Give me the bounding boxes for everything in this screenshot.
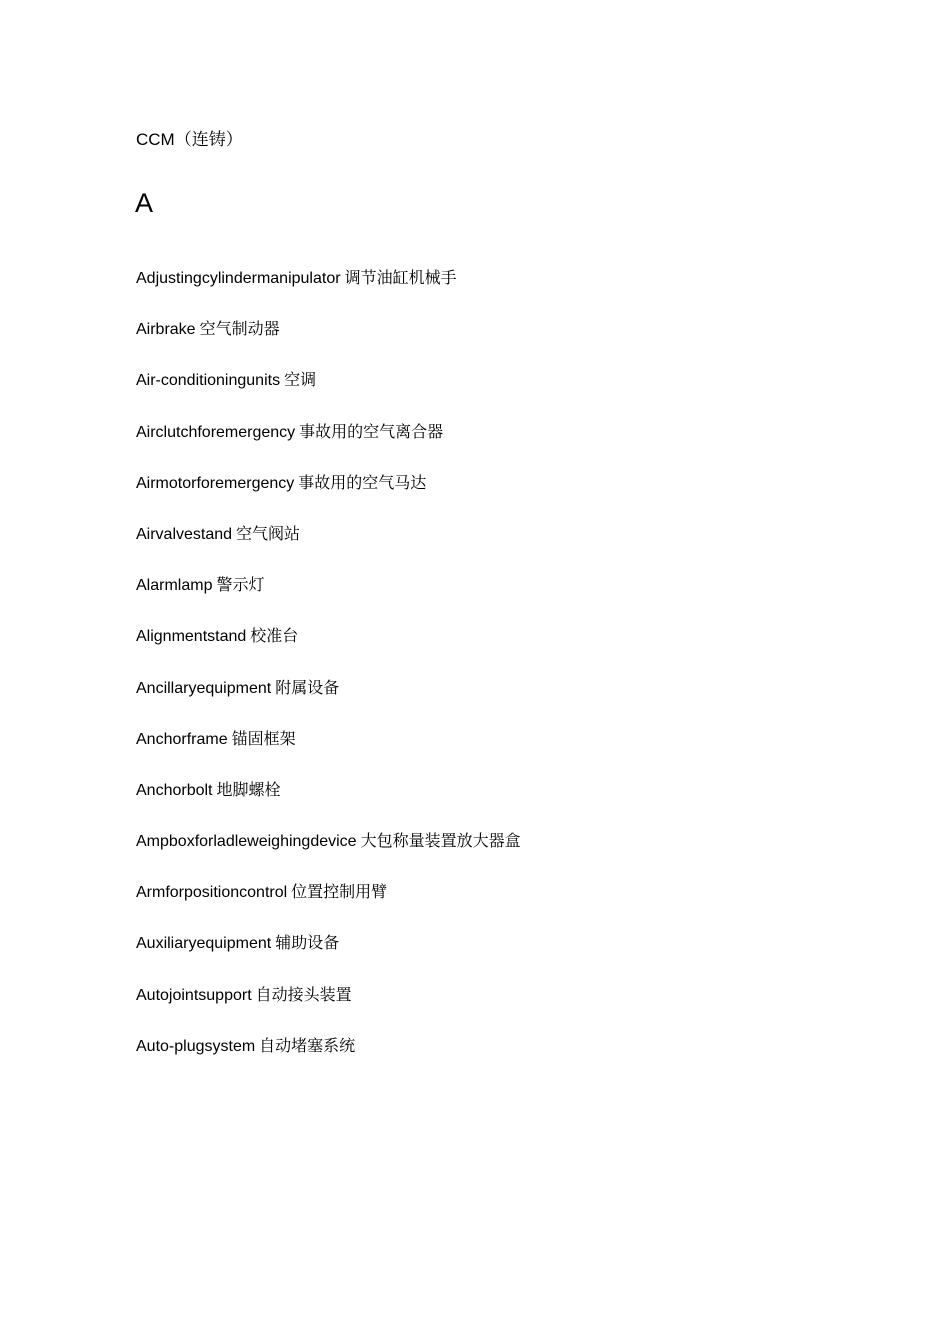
section-letter: A <box>135 188 154 218</box>
term-english: Airclutchforemergency <box>136 423 296 441</box>
term-english: Anchorbolt <box>136 781 213 799</box>
term-chinese: 校准台 <box>250 628 299 646</box>
glossary-entry <box>136 422 521 473</box>
term-chinese: 大包称量装置放大器盒 <box>360 833 521 851</box>
term-chinese: 空气阀站 <box>236 525 301 543</box>
term-english: Airvalvestand <box>136 525 233 543</box>
term-english: Auto-plugsystem <box>136 1037 256 1055</box>
term-english: Auxiliaryequipment <box>136 935 272 953</box>
glossary-entry <box>136 831 521 882</box>
term-english: Anchorframe <box>136 730 228 748</box>
term-english: Airmotorforemergency <box>136 474 295 492</box>
term-chinese: 锚固框架 <box>231 730 296 748</box>
glossary-entry <box>136 678 521 729</box>
glossary-entry <box>136 780 521 831</box>
term-chinese: 自动堵塞系统 <box>259 1037 356 1055</box>
term-chinese: 调节油缸机械手 <box>344 270 457 287</box>
glossary-entry <box>136 524 521 575</box>
glossary-entry <box>136 268 521 319</box>
term-chinese: 自动接头装置 <box>255 986 352 1004</box>
glossary-entry <box>136 473 521 524</box>
term-english: Alignmentstand <box>136 628 247 646</box>
term-chinese: 辅助设备 <box>275 935 340 953</box>
glossary-entry <box>136 729 521 780</box>
term-chinese: 附属设备 <box>275 679 340 697</box>
document-title: CCM（连铸） <box>136 130 243 149</box>
term-chinese: 警示灯 <box>216 577 265 595</box>
term-english: Ancillaryequipment <box>136 679 272 697</box>
glossary-list <box>136 268 521 1087</box>
term-english: Adjustingcylindermanipulator <box>136 270 341 287</box>
term-chinese: 事故用的空气离合器 <box>299 423 444 441</box>
glossary-entry <box>136 626 521 677</box>
term-english: Armforpositioncontrol <box>136 884 288 902</box>
glossary-entry <box>136 319 521 370</box>
term-chinese: 位置控制用臂 <box>291 884 388 902</box>
glossary-entry <box>136 933 521 984</box>
term-english: Airbrake <box>136 321 196 339</box>
glossary-entry <box>136 370 521 421</box>
glossary-entry <box>136 882 521 933</box>
term-english: Alarmlamp <box>136 577 213 595</box>
term-english: Air-conditioningunits <box>136 372 281 390</box>
term-english: Ampboxforladleweighingdevice <box>136 833 357 851</box>
term-chinese: 空气制动器 <box>199 321 280 339</box>
glossary-entry <box>136 1036 521 1087</box>
term-english: Autojointsupport <box>136 986 252 1004</box>
term-chinese: 空调 <box>284 372 317 390</box>
glossary-entry <box>136 575 521 626</box>
glossary-entry <box>136 985 521 1036</box>
term-chinese: 事故用的空气马达 <box>298 474 427 492</box>
term-chinese: 地脚螺栓 <box>216 781 281 799</box>
